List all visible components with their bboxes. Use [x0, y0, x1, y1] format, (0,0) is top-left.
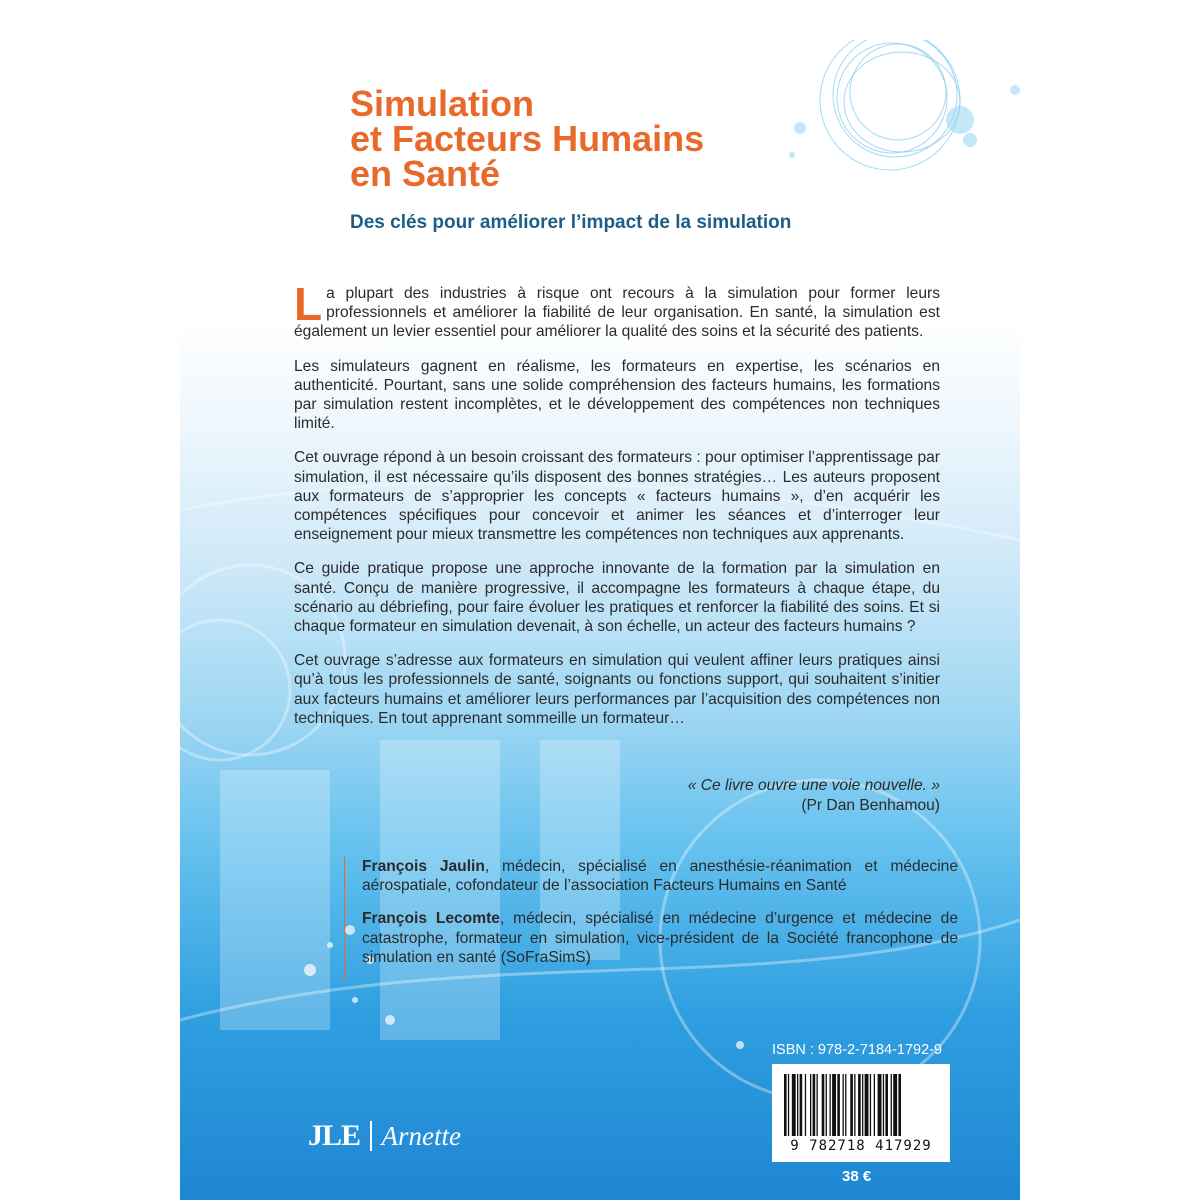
logo-divider [370, 1121, 372, 1151]
author-description: , médecin, spécialisé en médecine d’urgence et médecine de catastrophe, formateur en simulation, vice-président de la Société francophone de simulation en santé (SoFraSimS) [362, 910, 959, 966]
intro-paragraph [294, 278, 940, 342]
book-back-cover [180, 40, 1020, 1200]
author-bios [344, 857, 958, 981]
author-bio [362, 857, 958, 895]
price: 38 € [842, 1168, 872, 1185]
drop-cap: L [294, 278, 323, 330]
publisher-logo-arnette: Arnette [381, 1120, 462, 1151]
publisher-logo [308, 1116, 461, 1156]
quote-author: (Pr Dan Benhamou) [801, 797, 940, 814]
author-name: François Jaulin [362, 858, 485, 875]
isbn-text: ISBN : 978-2-7184-1792-9 [772, 1042, 943, 1058]
publisher-logo-jle: JLE [308, 1119, 361, 1152]
author-bio [362, 909, 958, 967]
barcode [772, 1064, 950, 1162]
paragraph-2: Les simulateurs gagnent en réalisme, les formateurs en expertise, les scénarios en authenticité. Pourtant, sans une solide compréhension des facteurs humains, les formations par simulation restent incomplètes, et le développement des compétences non techniques limité. [294, 357, 940, 433]
book-subtitle: Des clés pour améliorer l’impact de la simulation [350, 212, 792, 233]
paragraph-5: Cet ouvrage s’adresse aux formateurs en simulation qui veulent affiner leurs pratiques ainsi qu’à tous les professionnels de santé, soignants ou fonctions support, qui souhaitent s’initier aux facteurs humains et améliorer leurs performances par l’acquisition des compétences non techniques. En tout apprenant sommeille un formateur… [294, 652, 940, 727]
barcode-digits: 9 782718 417929 [790, 1138, 932, 1154]
description-text [294, 278, 940, 743]
intro-text: a plupart des industries à risque ont recours à la simulation pour former leurs professionnels et améliorer la fiabilité de leur organisation. En santé, la simulation est également un levier essentiel pour améliorer la qualité des soins et la sécurité des patients. [294, 285, 940, 341]
barcode-bars [784, 1074, 938, 1136]
paragraph-3: Cet ouvrage répond à un besoin croissant des formateurs : pour optimiser l’apprentissage par simulation, il est nécessaire qu’ils disposent des bonnes stratégies… Les auteurs proposent aux formateurs de s’approprier les concepts « facteurs humains », d’en acquérir les compétences spécifiques pour concevoir et animer les séances et d’interroger leur enseignement pour mieux transmettre les compétences non techniques aux apprenants. [294, 449, 940, 544]
paragraph-4: Ce guide pratique propose une approche innovante de la formation par la simulation en santé. Conçu de manière progressive, il accompagne les formateurs à chaque étape, du scénario au débriefing, pour faire évoluer les pratiques et renforcer la fiabilité des soins. Et si chaque formateur en simulation devenait, à son échelle, un acteur des facteurs humains ? [294, 560, 940, 636]
endorsement-quote [540, 776, 940, 816]
title-line-1: Simulation [350, 83, 535, 124]
book-title [350, 83, 705, 194]
quote-text: « Ce livre ouvre une voie nouvelle. » [687, 777, 940, 794]
author-name: François Lecomte [362, 910, 500, 928]
author-description: , médecin, spécialisé en anesthésie-réanimation et médecine aérospatiale, cofondateur de l’association Facteurs Humains en Santé [362, 858, 958, 895]
title-line-2: et Facteurs Humains [350, 118, 705, 159]
title-line-3: en Santé [350, 153, 501, 194]
